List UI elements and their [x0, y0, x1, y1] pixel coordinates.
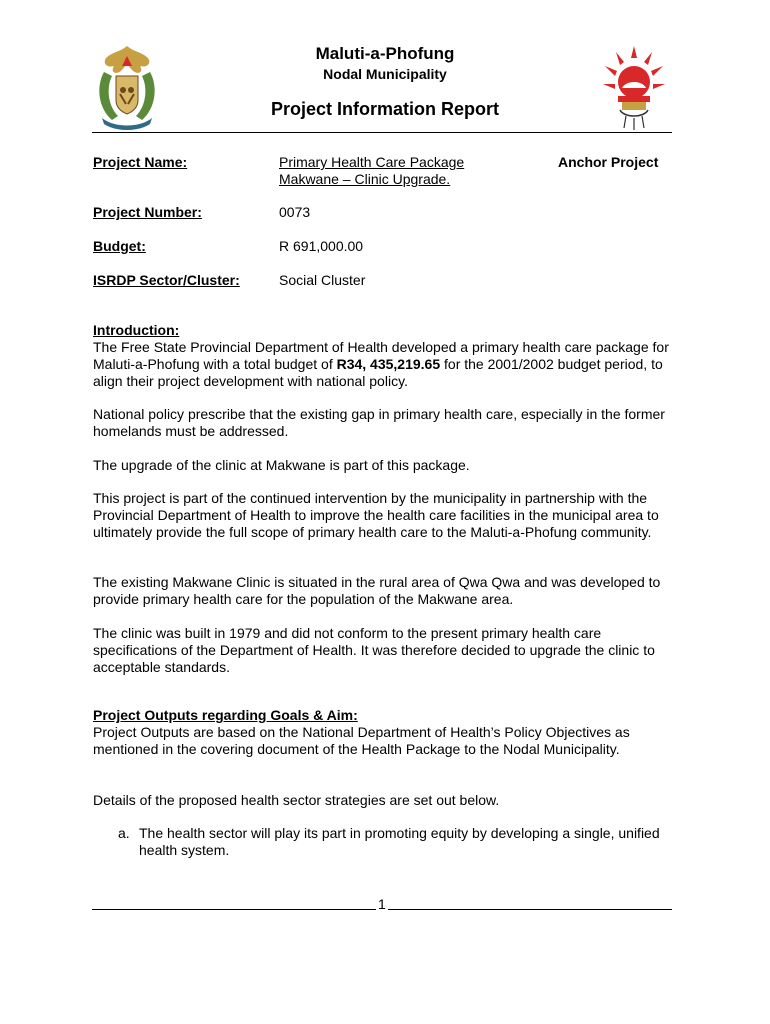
- municipality-subtitle: Nodal Municipality: [323, 66, 447, 82]
- project-number-label: Project Number:: [93, 204, 202, 220]
- project-name-line1: Primary Health Care Package: [279, 154, 465, 170]
- total-budget-amount: R34, 435,219.65: [336, 356, 441, 372]
- introduction-paragraph-4: This project is part of the continued intervention by the municipality in partnership with the Provincial Department of Health to improve the health care facilities in the municipal area to ultimately provide the full scope of primary health care to the Maluti-a-Phofung community.: [93, 490, 659, 540]
- municipality-title: Maluti-a-Phofung: [315, 44, 455, 63]
- introduction-paragraph-3: The upgrade of the clinic at Makwane is part of this package.: [93, 457, 470, 473]
- project-name-line2: Makwane – Clinic Upgrade.: [279, 171, 451, 187]
- list-item-marker: a.: [118, 825, 130, 841]
- report-title: Project Information Report: [270, 99, 499, 119]
- intro-p1-start: The Free State Provincial Department of Health developed a primary health care package for Maluti-a-Phofung with a total budget of: [93, 339, 669, 372]
- intro-p1-end: for the 2001/2002 budget period, to align their project development with national policy.: [93, 356, 663, 389]
- outputs-paragraph-1: Project Outputs are based on the National Department of Health’s Policy Objectives as mentioned in the covering document of the Health Package to the Nodal Municipality.: [93, 724, 630, 757]
- introduction-paragraph-1: [93, 339, 673, 390]
- outputs-paragraph-2: Details of the proposed health sector strategies are set out below.: [93, 792, 500, 808]
- budget-label: Budget:: [93, 238, 146, 254]
- outputs-heading: Project Outputs regarding Goals & Aim:: [93, 707, 358, 723]
- list-item-text: The health sector will play its part in promoting equity by developing a single, unified health system.: [139, 825, 660, 858]
- sector-label: ISRDP Sector/Cluster:: [93, 272, 240, 288]
- project-name-label: Project Name:: [93, 154, 188, 170]
- budget-value: R 691,000.00: [279, 238, 364, 254]
- introduction-paragraph-6: The clinic was built in 1979 and did not conform to the present primary health care specifications of the Department of Health. It was therefore decided to upgrade the clinic to acceptable standards.: [93, 625, 655, 675]
- list-item: [118, 825, 674, 859]
- header-divider: [92, 132, 672, 133]
- introduction-heading: Introduction:: [93, 322, 180, 338]
- introduction-paragraph-5: The existing Makwane Clinic is situated in the rural area of Qwa Qwa and was developed to provide primary health care for the population of the Makwane area.: [93, 574, 661, 607]
- project-name-value: [279, 154, 464, 188]
- project-number-value: 0073: [279, 204, 311, 220]
- sector-value: Social Cluster: [279, 272, 366, 288]
- introduction-paragraph-2: National policy prescribe that the existing gap in primary health care, especially in the former homelands must be addressed.: [93, 406, 665, 439]
- anchor-project-tag: Anchor Project: [558, 154, 659, 170]
- page-number: 1: [378, 896, 386, 912]
